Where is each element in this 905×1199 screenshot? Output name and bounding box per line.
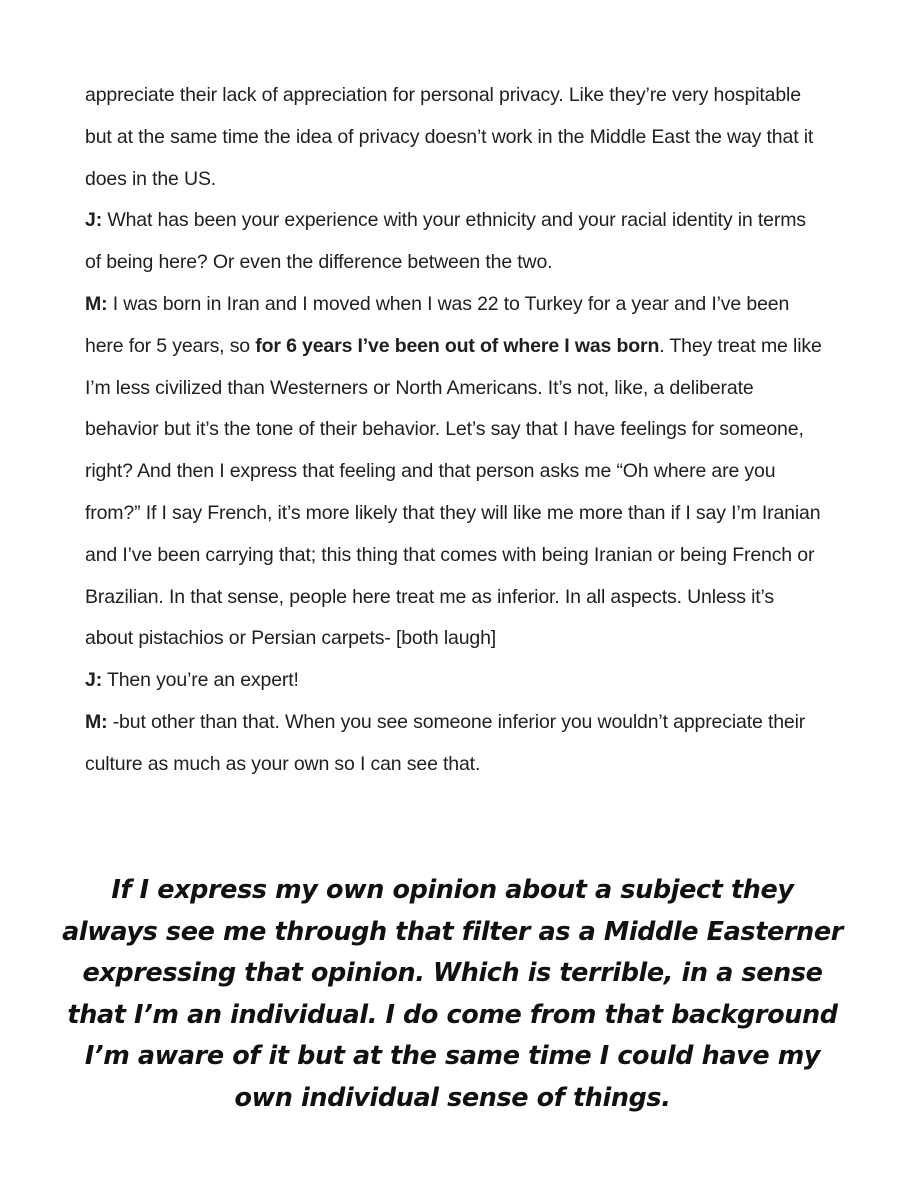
pull-quote: If I express my own opinion about a subject they always see me through that filter as a Middle Easterner expressing that opinion. Which is terrible, in a sense that I’m an individual. I do come from that background I’m aware of it but at the same time I could have my own individual sense of things. — [62, 875, 843, 1113]
paragraph-text: . They treat me like I’m less civilized than Westerners or North Americans. It’s not, like, a deliberate behavior but it’s the tone of their behavior. Let’s say that I have feelings for someone, right? And then I express that feeling and that person asks me “Oh where are you from?” If I say French, it’s more likely that they will like me more than if I say I’m Iranian and I’ve been carrying that; this thing that comes with being Iranian or being French or Brazilian. In that sense, people here treat me as inferior. In all aspects. Unless it’s about pistachios or Persian carpets- [both laugh] — [85, 334, 822, 650]
speaker-label: M: — [85, 292, 108, 315]
paragraph-text: I was born in Iran and I moved when I was 22 to Turkey for a year and I’ve been here for 5 years, so — [85, 292, 790, 357]
speaker-label: M: — [85, 710, 108, 733]
interview-transcript — [85, 75, 825, 786]
speaker-label: J: — [85, 209, 103, 232]
paragraph-j-remark — [85, 660, 825, 702]
emphasized-text: for 6 years I’ve been out of where I was born — [255, 334, 660, 357]
paragraph-m-continuation — [85, 702, 825, 786]
paragraph-continuation — [85, 75, 825, 200]
paragraph-text: Then you’re an expert! — [102, 669, 299, 692]
paragraph-text: appreciate their lack of appreciation for personal privacy. Like they’re very hospitable but at the same time the idea of privacy doesn’t work in the Middle East the way that it does in the US. — [85, 84, 814, 190]
paragraph-text: What has been your experience with your ethnicity and your racial identity in terms of being here? Or even the difference between the two. — [85, 209, 806, 274]
paragraph-text: -but other than that. When you see someone inferior you wouldn’t appreciate their culture as much as your own so I can see that. — [85, 710, 806, 775]
paragraph-m-answer — [85, 284, 825, 660]
paragraph-j-question — [85, 200, 825, 284]
speaker-label: J: — [85, 669, 103, 692]
